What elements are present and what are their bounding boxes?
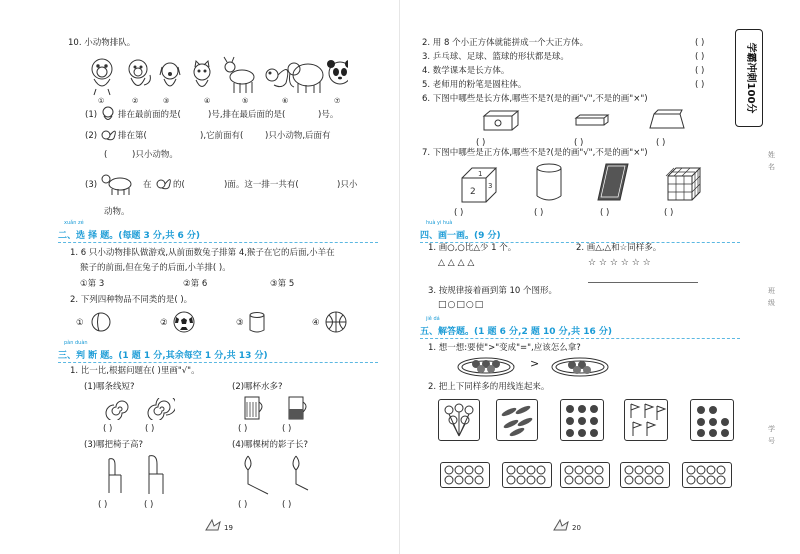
q6-ans3[interactable]: ( ) xyxy=(656,138,666,148)
q10-2-text-c: )只小动物,后面有 xyxy=(265,131,331,141)
leaves-icon xyxy=(497,400,537,440)
book-stack-icon xyxy=(596,162,632,204)
apples-icon xyxy=(691,400,733,440)
animal-num-1: ① xyxy=(98,97,105,105)
page-deco-icon-right xyxy=(552,518,570,532)
cube-face-number-front: 2 xyxy=(470,187,476,197)
numbered-cube-icon xyxy=(458,164,500,204)
monkey-small-icon xyxy=(100,106,116,122)
brand-logo xyxy=(734,30,762,126)
animal-num-6: ⑥ xyxy=(282,97,289,105)
animal-num-2: ② xyxy=(132,97,139,105)
bottom-box-4[interactable] xyxy=(620,462,670,488)
rubik-cube-icon xyxy=(664,164,704,202)
bottom-box-3[interactable] xyxy=(560,462,610,488)
q10-2-text-e: )只小动物。 xyxy=(132,150,178,160)
s2-q2-opt4: ④ xyxy=(312,318,320,328)
bottom-box-5[interactable] xyxy=(682,462,732,488)
cylinder-icon xyxy=(534,162,564,204)
side-char-1: 姓 xyxy=(768,151,775,159)
s4-q1-text: 1. 画○,○比△少 1 个。 xyxy=(428,243,517,253)
chair-tall-icon xyxy=(143,452,169,496)
s4-q2-answer-line xyxy=(588,282,698,283)
cube-face-number-top: 1 xyxy=(478,170,483,178)
s2-q2-opt3: ③ xyxy=(236,318,244,328)
s4-q3-shapes: □○□○□ xyxy=(438,300,485,310)
cube-face-number-side: 3 xyxy=(488,182,493,190)
q10-3-label: (3) xyxy=(85,180,98,190)
s3-p1-ans2[interactable]: ( ) xyxy=(145,424,155,434)
s2-q2-text: 2. 下列四种物品不同类的是( )。 xyxy=(70,295,193,305)
side-char-3: 班 xyxy=(768,287,775,295)
top-box-balloons[interactable] xyxy=(438,399,480,441)
slab-icon xyxy=(572,112,612,130)
page-number-20: 20 xyxy=(572,524,581,532)
cup-icon xyxy=(246,310,268,334)
page-number-19: 19 xyxy=(224,524,233,532)
judge-4-mark[interactable]: ( ) xyxy=(695,66,705,76)
trapezoid-prism-icon xyxy=(648,108,688,134)
top-box-apples[interactable] xyxy=(690,399,734,441)
q10-title: 10. 小动物排队。 xyxy=(68,38,136,48)
s3-p2-ans1[interactable]: ( ) xyxy=(238,424,248,434)
s2-q1-line1: 1. 6 只小动物排队做游戏,从前面数兔子排第 4,猴子在它的后面,小羊在 xyxy=(70,248,335,258)
q10-1-label: (1) xyxy=(85,110,98,120)
judge-2-text: 2. 用 8 个小正方体就能拼成一个大正方体。 xyxy=(422,38,589,48)
s2-q1-opt3: ③第 5 xyxy=(270,279,295,289)
q10-2-label: (2) xyxy=(85,131,98,141)
tree-shadow-short-icon xyxy=(288,454,314,496)
animal-num-7: ⑦ xyxy=(334,97,341,105)
s3-p2-ans2[interactable]: ( ) xyxy=(282,424,292,434)
s4-q2-text: 2. 画△,△和☆同样多。 xyxy=(576,243,662,253)
s2-q2-opt1: ① xyxy=(76,318,84,328)
q10-2-text-a: 排在第( xyxy=(118,131,147,141)
s3-p1: (1)哪条线短? xyxy=(84,382,135,392)
q10-1-text-b: )号,排在最后面的是( xyxy=(208,110,286,120)
sec5-pinyin: jiě dá xyxy=(426,316,440,322)
right-page xyxy=(400,0,800,554)
plate-right-icon xyxy=(550,353,610,377)
q7-ans2[interactable]: ( ) xyxy=(534,208,544,218)
side-char-2: 名 xyxy=(768,163,775,171)
q10-2-text-b: ),它前面有( xyxy=(200,131,244,141)
s3-p4-ans1[interactable]: ( ) xyxy=(238,500,248,510)
circles-group-2-icon xyxy=(503,463,551,487)
judge-4-text: 4. 数学课本是长方体。 xyxy=(422,66,510,76)
medicine-box-icon xyxy=(480,108,522,134)
sec3-divider xyxy=(58,362,378,364)
s3-p3-ans2[interactable]: ( ) xyxy=(144,500,154,510)
q6-ans2[interactable]: ( ) xyxy=(574,138,584,148)
q7-ans3[interactable]: ( ) xyxy=(600,208,610,218)
squirrel-small-icon xyxy=(100,126,116,142)
soccer-ball-icon xyxy=(172,310,196,334)
goat-icon xyxy=(224,57,254,93)
side-char-5: 学 xyxy=(768,425,775,433)
q10-3-text-c: )面。这一排一共有( xyxy=(224,180,299,190)
greater-sign: > xyxy=(530,357,540,370)
s2-q1-opt1: ①第 3 xyxy=(80,279,105,289)
q10-3-text-b: 的( xyxy=(173,180,185,190)
page-deco-icon xyxy=(204,518,222,532)
s3-p2: (2)哪杯水多? xyxy=(232,382,283,392)
squirrel-icon xyxy=(266,69,288,87)
q10-3-text-a: 在 xyxy=(143,180,152,190)
q7-ans1[interactable]: ( ) xyxy=(454,208,464,218)
sec5-title: 五、解答题。(1 题 6 分,2 题 10 分,共 16 分) xyxy=(420,327,612,337)
judge-3-mark[interactable]: ( ) xyxy=(695,52,705,62)
q6-ans1[interactable]: ( ) xyxy=(476,138,486,148)
dog-icon xyxy=(160,63,180,86)
q10-1-text-a: 排在最前面的是( xyxy=(118,110,181,120)
judge-5-text: 5. 老师用的粉笔是圆柱体。 xyxy=(422,80,527,90)
ball-icon xyxy=(90,311,112,333)
circles-group-1-icon xyxy=(441,463,489,487)
s3-p1-ans1[interactable]: ( ) xyxy=(103,424,113,434)
judge-3-text: 3. 乒乓球、足球、篮球的形状都是球。 xyxy=(422,52,569,62)
s2-q1-line2: 猴子的前面,但在兔子的后面,小羊排( )。 xyxy=(80,263,231,273)
tree-shadow-long-icon xyxy=(240,454,270,496)
strawberries-icon xyxy=(561,400,603,440)
animal-row xyxy=(88,55,348,105)
bottom-box-1[interactable] xyxy=(440,462,490,488)
elephant-icon xyxy=(288,63,323,93)
s4-q3-text: 3. 按规律接着画到第 10 个图形。 xyxy=(428,286,558,296)
spiral-short-icon xyxy=(103,398,133,420)
brand-logo-text: 学霸冲刺100分 xyxy=(735,29,763,127)
q7-text: 7. 下图中哪些是正方体,哪些不是?(是的画"√",不是的画"×") xyxy=(422,148,648,158)
s4-q1-shapes: △ △ △ △ xyxy=(438,258,475,268)
q7-ans4[interactable]: ( ) xyxy=(664,208,674,218)
s4-q2-shapes: ☆ ☆ ☆ ☆ ☆ ☆ xyxy=(588,258,651,268)
side-char-4: 级 xyxy=(768,299,775,307)
squirrel-small-icon-2 xyxy=(155,174,171,192)
top-box-flags[interactable] xyxy=(624,399,668,441)
plate-left-icon xyxy=(456,353,516,377)
s2-q1-opt2: ②第 6 xyxy=(183,279,208,289)
basketball-icon xyxy=(324,310,348,334)
s2-q2-opt2: ② xyxy=(160,318,168,328)
top-box-strawberries[interactable] xyxy=(560,399,604,441)
side-char-6: 号 xyxy=(768,437,775,445)
monkey-icon xyxy=(92,59,112,95)
judge-5-mark[interactable]: ( ) xyxy=(695,80,705,90)
monkey2-icon xyxy=(129,60,150,86)
sec3-pinyin: pàn duàn xyxy=(64,340,88,346)
circles-group-5-icon xyxy=(683,463,731,487)
balloons-icon xyxy=(439,400,479,440)
cat-icon xyxy=(194,61,210,87)
sec5-divider xyxy=(420,338,740,340)
bottom-box-2[interactable] xyxy=(502,462,552,488)
s3-p4: (4)哪棵树的影子长? xyxy=(232,440,309,450)
q10-3-text-d: )只小 xyxy=(337,180,358,190)
flags-icon xyxy=(625,400,667,440)
goat-small-icon xyxy=(100,172,136,196)
animal-num-5: ⑤ xyxy=(242,97,249,105)
circles-group-3-icon xyxy=(561,463,609,487)
sec2-pinyin: xuǎn zé xyxy=(64,220,84,226)
top-box-leaves[interactable] xyxy=(496,399,538,441)
sec2-divider xyxy=(58,242,378,244)
s3-p3: (3)哪把椅子高? xyxy=(84,440,144,450)
sec2-title: 二、选 择 题。(每题 3 分,共 6 分) xyxy=(58,231,200,241)
sec4-title: 四、画一画。(9 分) xyxy=(420,231,501,241)
chair-short-icon xyxy=(103,455,127,495)
q10-3-text-e: 动物。 xyxy=(104,207,130,217)
animal-num-4: ④ xyxy=(204,97,211,105)
s3-p3-ans1[interactable]: ( ) xyxy=(98,500,108,510)
s5-q1-text: 1. 想一想:要使">"变成"=",应该怎么拿? xyxy=(428,343,581,353)
q10-2-text-d: ( xyxy=(104,150,108,160)
s3-p4-ans2[interactable]: ( ) xyxy=(282,500,292,510)
circles-group-4-icon xyxy=(621,463,669,487)
s5-q2-text: 2. 把上下同样多的用线连起来。 xyxy=(428,382,550,392)
sec3-title: 三、判 断 题。(1 题 1 分,其余每空 1 分,共 13 分) xyxy=(58,351,268,361)
judge-2-mark[interactable]: ( ) xyxy=(695,38,705,48)
sec4-pinyin: huà yi huà xyxy=(426,220,453,226)
panda-icon xyxy=(327,60,348,84)
cup-full-icon xyxy=(242,394,266,422)
spiral-long-icon xyxy=(145,398,175,420)
q10-1-text-c: )号。 xyxy=(318,110,339,120)
q6-text: 6. 下图中哪些是长方体,哪些不是?(是的画"√",不是的画"×") xyxy=(422,94,648,104)
s3-q1-text: 1. 比一比,根据问题在( )里画"√"。 xyxy=(70,366,200,376)
cup-half-icon xyxy=(286,394,310,422)
animal-num-3: ③ xyxy=(163,97,170,105)
